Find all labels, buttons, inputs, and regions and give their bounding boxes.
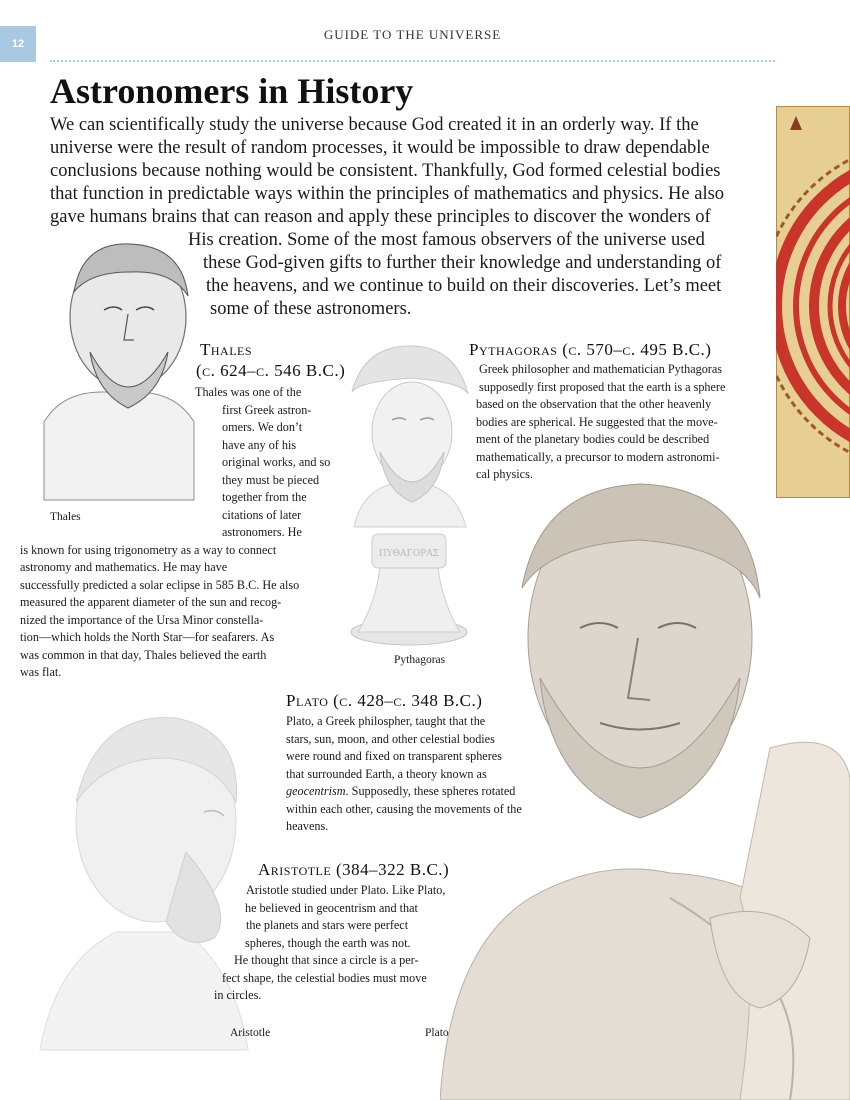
thales-line: omers. We don’t — [222, 420, 303, 434]
aristotle-line: Aristotle studied under Plato. Like Plato, — [246, 883, 446, 897]
header-divider — [50, 60, 775, 62]
thales-line: astronomers. He — [222, 525, 302, 539]
intro-line: some of these astronomers. — [210, 299, 412, 319]
aristotle-line: spheres, though the earth was not. — [245, 935, 411, 950]
thales-line: measured the apparent diameter of the sun and recog- — [20, 595, 282, 609]
thales-line: they must be pieced — [222, 472, 320, 487]
pythagoras-line: ment of the planetary bodies could be described — [476, 432, 710, 446]
plato-line: stars, sun, moon, and other celestial bodies — [286, 731, 495, 746]
aristotle-line: the planets and stars were perfect — [246, 918, 409, 932]
intro-line: His creation. Some of the most famous observers of the universe used — [188, 230, 705, 250]
thales-line: together from the — [222, 490, 307, 504]
thales-line: tion—which holds the North Star—for seafarers. As — [20, 630, 275, 644]
pythagoras-line: mathematically, a precursor to modern astronomi- — [476, 449, 720, 464]
thales-line: was common in that day, Thales believed the earth — [20, 647, 267, 662]
plato-term-geocentrism: geocentrism — [286, 784, 346, 798]
intro-line: We can scientifically study the universe because God created it in an orderly way. If the — [50, 115, 699, 135]
plato-caption: Plato — [425, 1027, 449, 1039]
aristotle-line: in circles. — [214, 988, 262, 1002]
thales-line: successfully predicted a solar eclipse in 585 B.C. He also — [20, 577, 300, 592]
intro-line: that function in predictable ways within the principles of mathematics and physics. He also — [50, 184, 725, 204]
plato-heading: Plato (c. 428–c. 348 B.C.) — [286, 691, 483, 710]
pythagoras-line: cal physics. — [476, 467, 533, 481]
thales-bust-image — [42, 232, 196, 502]
aristotle-line: fect shape, the celestial bodies must move — [222, 970, 427, 985]
thales-dates: (c. 624–c. 546 B.C.) — [196, 361, 346, 380]
pythagoras-line: based on the observation that the other heavenly — [476, 397, 712, 411]
plato-line: that surrounded Earth, a theory known as — [286, 766, 487, 781]
page-number: 12 — [0, 26, 36, 62]
plato-line: within each other, causing the movements of the — [286, 801, 522, 816]
plato-line: were round and fixed on transparent spheres — [286, 749, 502, 763]
intro-line: gave humans brains that can reason and apply these principles to discover the wonders of — [50, 207, 711, 227]
aristotle-line: he believed in geocentrism and that — [245, 900, 418, 915]
plato-line: heavens. — [286, 819, 329, 833]
pythagoras-heading: Pythagoras (c. 570–c. 495 B.C.) — [469, 340, 712, 359]
plato-line: Plato, a Greek philospher, taught that the — [286, 714, 486, 728]
plato-line-rest: . Supposedly, these spheres rotated — [345, 784, 516, 798]
intro-line: universe were the result of random processes, it would be impossible to draw dependable — [50, 138, 710, 158]
running-head: GUIDE TO THE UNIVERSE — [323, 27, 502, 42]
thales-line: is known for using trigonometry as a way to connect — [20, 542, 277, 557]
pythagoras-caption: Pythagoras — [394, 654, 446, 666]
intro-line: the heavens, and we continue to build on their discoveries. Let’s meet — [206, 276, 722, 296]
bust-inscription: ΠΥΘΑΓΟΡΑΣ — [378, 549, 440, 559]
page-title: Astronomers in History — [50, 71, 414, 111]
thales-line: original works, and so — [222, 455, 331, 469]
aristotle-caption: Aristotle — [230, 1027, 271, 1039]
celestial-chart-image — [776, 106, 850, 498]
pythagoras-line: supposedly first proposed that the earth is a sphere — [479, 379, 726, 394]
thales-line: nized the importance of the Ursa Minor constella- — [20, 612, 264, 627]
pythagoras-line: Greek philosopher and mathematician Pythagoras — [479, 362, 723, 376]
aristotle-line: He thought that since a circle is a per- — [234, 953, 419, 967]
thales-line: was flat. — [20, 665, 62, 679]
intro-line: conclusions because nothing would be consistent. Thankfully, God formed celestial bodies — [50, 161, 721, 181]
aristotle-heading: Aristotle (384–322 B.C.) — [258, 860, 450, 879]
thales-line: have any of his — [222, 437, 297, 452]
intro-line: these God-given gifts to further their knowledge and understanding of — [203, 253, 722, 273]
thales-caption: Thales — [50, 511, 81, 523]
thales-heading: Thales — [200, 340, 253, 359]
thales-line: astronomy and mathematics. He may have — [20, 560, 228, 574]
thales-line: Thales was one of the — [195, 385, 302, 399]
plato-line — [286, 783, 515, 801]
thales-line: citations of later — [222, 507, 302, 522]
thales-line: first Greek astron- — [222, 402, 312, 417]
pythagoras-line: bodies are spherical. He suggested that the move- — [476, 414, 718, 429]
